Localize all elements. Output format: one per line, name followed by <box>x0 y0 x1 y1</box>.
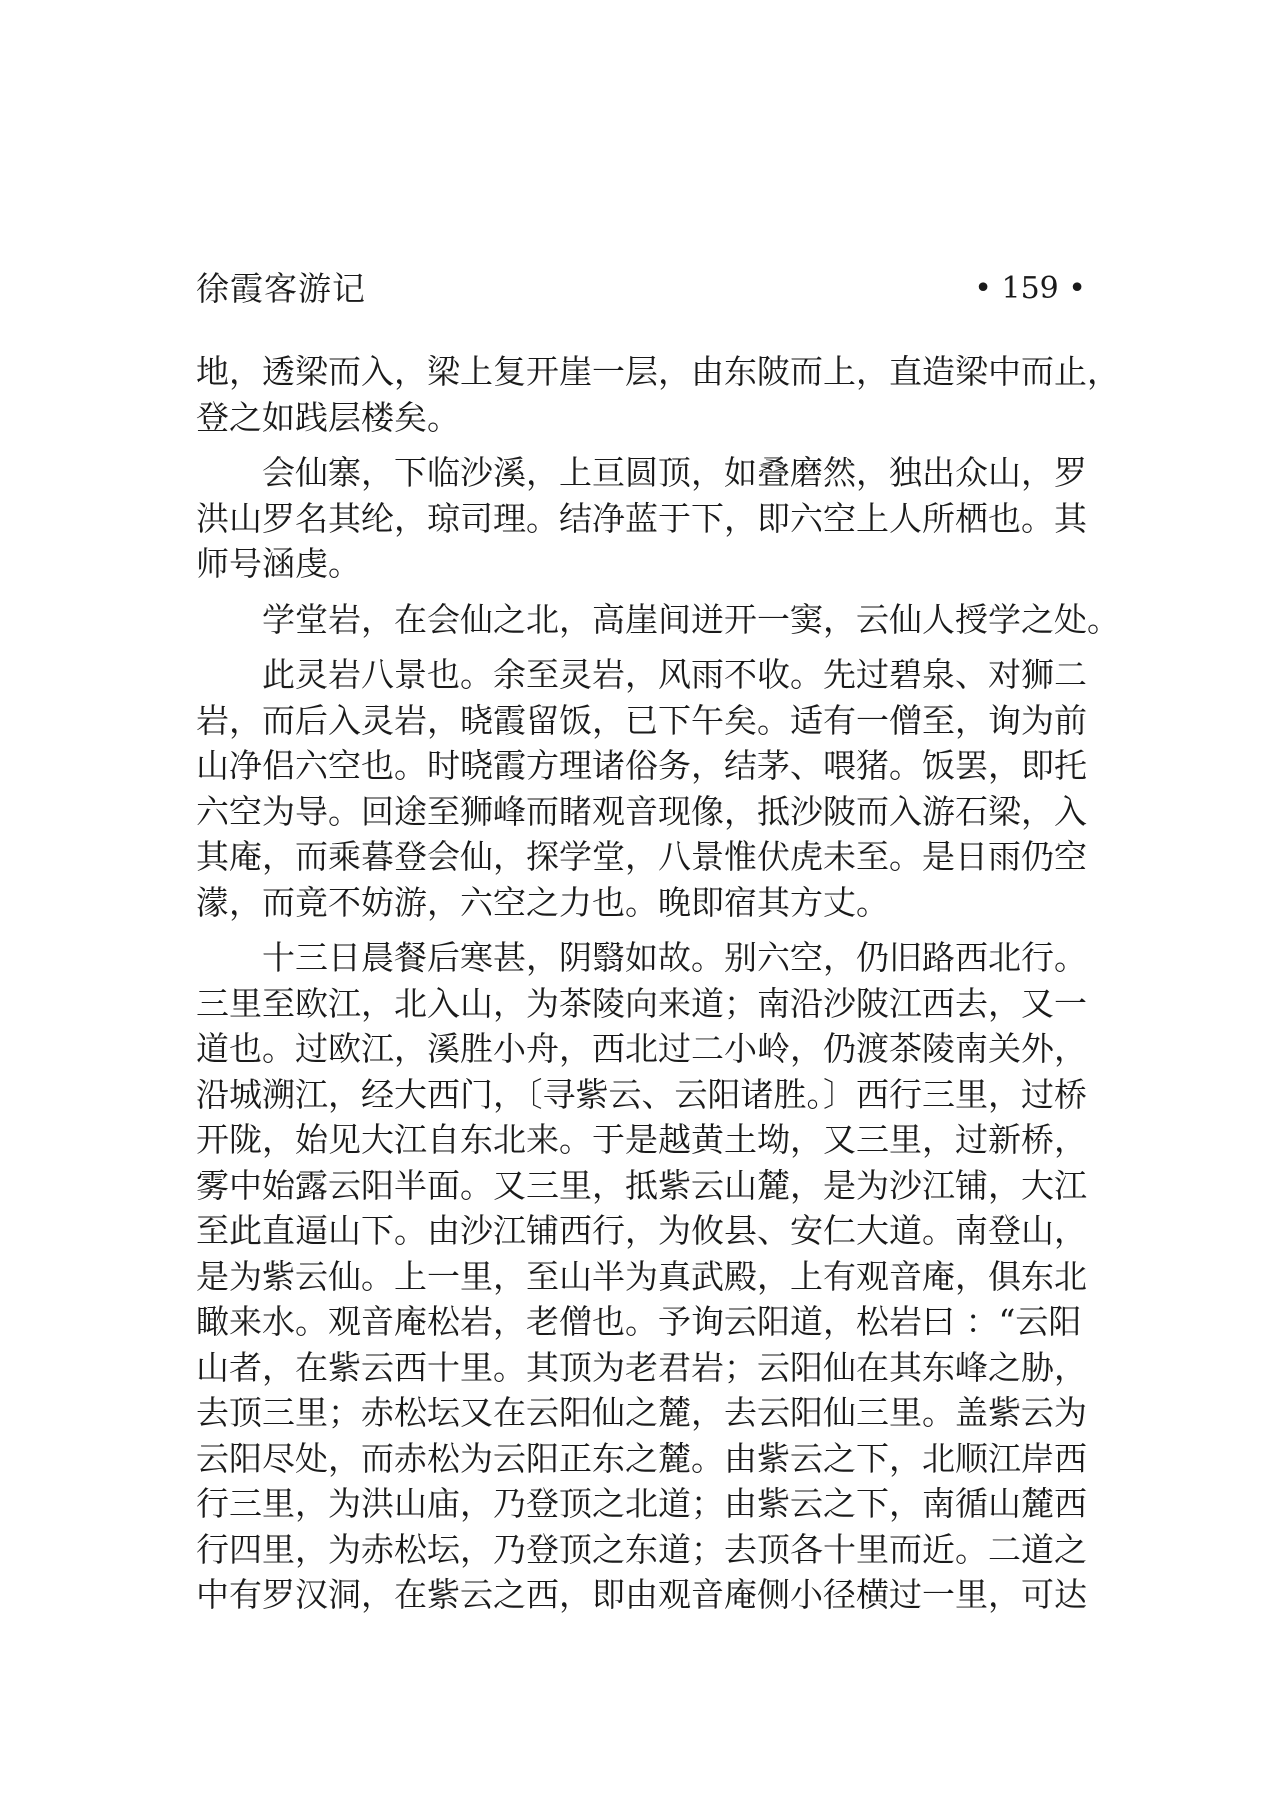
text-line: 十三日晨餐后寒甚，阴翳如故。别六空，仍旧路西北行。 <box>262 938 1087 977</box>
book-title: 徐霞客游记 <box>196 269 366 308</box>
text-line: 濛，而竟不妨游，六空之力也。晚即宿其方丈。 <box>196 882 889 922</box>
text-line: 至此直逼山下。由沙江铺西行，为攸县、安仁大道。南登山， <box>196 1211 1087 1250</box>
text-line: 行四里，为赤松坛，乃登顶之东道；去顶各十里而近。二道之 <box>196 1529 1087 1569</box>
text-line: 瞰来水。观音庵松岩，老僧也。予询云阳道，松岩曰 ：“云阳 <box>196 1302 1082 1341</box>
text-line: 三里至欧江，北入山，为茶陵向来道；南沿沙陂江西去，又一 <box>196 983 1087 1023</box>
page-number: • 159 • <box>974 271 1086 306</box>
text-line: 是为紫云仙。上一里，至山半为真武殿，上有观音庵，俱东北 <box>196 1256 1087 1296</box>
text-line: 其庵，而乘暮登会仙，探学堂，八景惟伏虎未至。是日雨仍空 <box>196 837 1087 876</box>
text-line: 中有罗汉洞，在紫云之西，即由观音庵侧小径横过一里，可达 <box>196 1575 1087 1614</box>
text-line: 地，透梁而入，梁上复开崖一层，由东陂而上，直造梁中而止， <box>196 352 1120 391</box>
text-line: 去顶三里；赤松坛又在云阳仙之麓，去云阳仙三里。盖紫云为 <box>196 1393 1087 1432</box>
text-line: 雾中始露云阳半面。又三里，抵紫云山麓，是为沙江铺，大江 <box>196 1165 1087 1205</box>
text-line: 山净侣六空也。时晓霞方理诸俗务，结茅、喂猪。饭罢，即托 <box>196 746 1087 785</box>
text-line: 师号涵虔。 <box>196 544 361 583</box>
text-line: 学堂岩，在会仙之北，高崖间迸开一窦，云仙人授学之处。 <box>262 599 1120 639</box>
text-line: 会仙寨，下临沙溪，上亘圆顶，如叠磨然，独出众山，罗 <box>262 453 1087 492</box>
text-line: 云阳尽处，而赤松为云阳正东之麓。由紫云之下，北顺江岸西 <box>196 1438 1087 1478</box>
page-header <box>196 268 1086 318</box>
text-line: 行三里，为洪山庙，乃登顶之北道；由紫云之下，南循山麓西 <box>196 1484 1087 1523</box>
text-line: 此灵岩八景也。余至灵岩，风雨不收。先过碧泉、对狮二 <box>262 655 1087 694</box>
text-line: 道也。过欧江，溪胜小舟，西北过二小岭，仍渡茶陵南关外， <box>196 1029 1087 1068</box>
text-line: 岩，而后入灵岩，晓霞留饭，已下午矣。适有一僧至，询为前 <box>196 700 1087 740</box>
text-line: 登之如践层楼矣。 <box>196 397 460 437</box>
body-text <box>196 349 1120 1618</box>
text-line: 沿城溯江，经大西门，〔寻紫云、云阳诸胜。〕西行三里，过桥 <box>196 1074 1087 1114</box>
text-line: 山者，在紫云西十里。其顶为老君岩；云阳仙在其东峰之胁， <box>196 1347 1087 1387</box>
text-line: 开陇，始见大江自东北来。于是越黄土坳，又三里，过新桥， <box>196 1120 1087 1159</box>
text-line: 六空为导。回途至狮峰而睹观音现像，抵沙陂而入游石梁，入 <box>196 791 1087 831</box>
text-line: 洪山罗名其纶，琼司理。结净蓝于下，即六空上人所栖也。其 <box>196 498 1087 538</box>
